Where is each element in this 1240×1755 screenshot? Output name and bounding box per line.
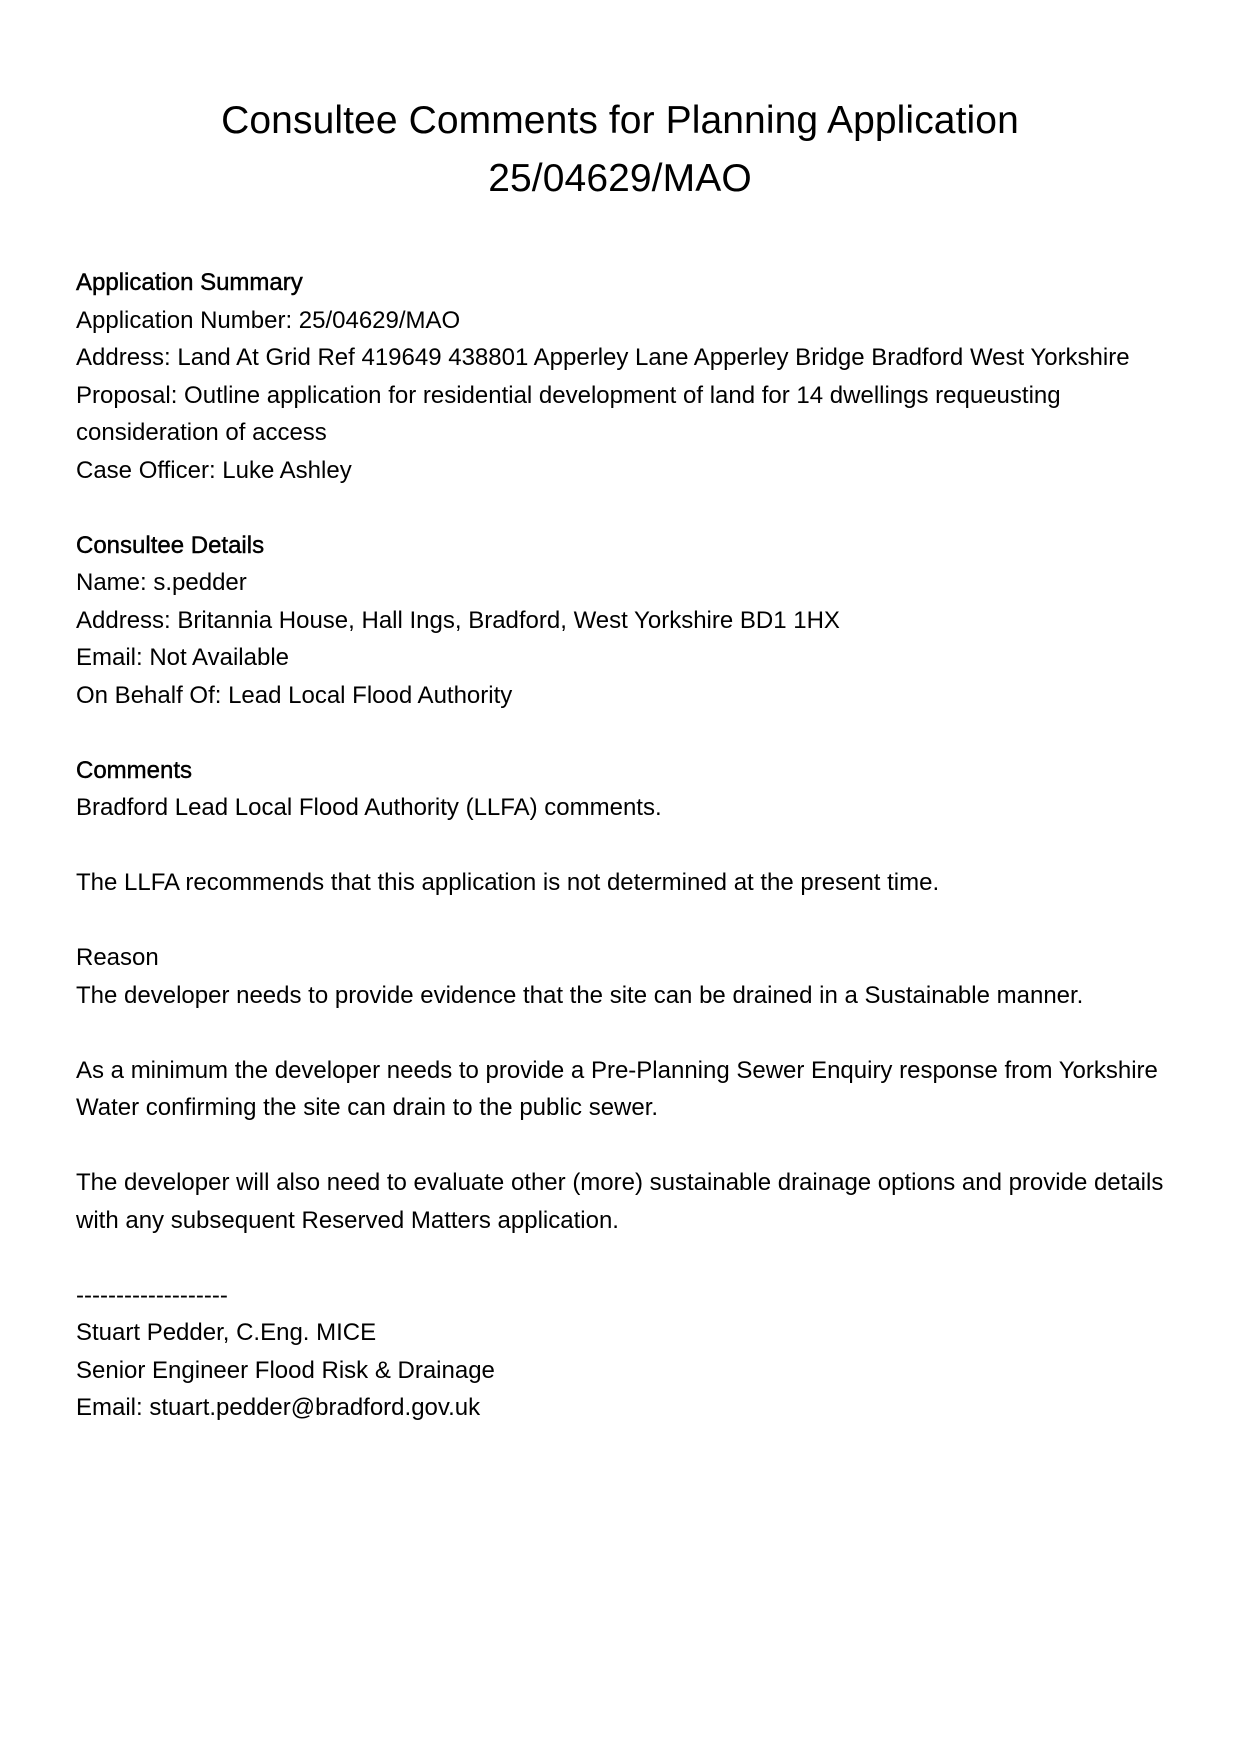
page-title-line-1: Consultee Comments for Planning Application xyxy=(221,99,1019,142)
comments-reason-text: The developer needs to provide evidence that the site can be drained in a Sustainable manner. xyxy=(76,981,1084,1009)
spacer xyxy=(76,827,1164,865)
application-summary-heading: Application Summary xyxy=(76,269,303,296)
consultee-details-heading: Consultee Details xyxy=(76,531,265,559)
signature-separator: ------------------- xyxy=(76,1281,228,1309)
page-title xyxy=(76,0,1164,208)
comments-section xyxy=(76,752,1164,1427)
application-number: Application Number: 25/04629/MAO xyxy=(76,306,461,334)
spacer xyxy=(76,1014,1164,1052)
spacer xyxy=(76,489,1164,527)
consultee-on-behalf-of: On Behalf Of: Lead Local Flood Authority xyxy=(76,681,513,709)
comments-evaluate-text: The developer will also need to evaluate other (more) sustainable drainage options and provide details with any subsequent Reserved Matters application. xyxy=(76,1169,1164,1234)
case-officer: Case Officer: Luke Ashley xyxy=(76,456,352,484)
comments-minimum-text: As a minimum the developer needs to provide a Pre-Planning Sewer Enquiry response from Yorkshire Water confirming the site can drain to the public sewer. xyxy=(76,1056,1158,1121)
application-proposal: Proposal: Outline application for residential development of land for 14 dwellings requeusting consideration of access xyxy=(76,381,1061,446)
signature-email: Email: stuart.pedder@bradford.gov.uk xyxy=(76,1394,481,1421)
consultee-name: Name: s.pedder xyxy=(76,569,247,596)
spacer xyxy=(76,1127,1164,1165)
spacer xyxy=(76,714,1164,752)
comments-reason-label: Reason xyxy=(76,944,159,971)
spacer xyxy=(76,902,1164,940)
consultee-address: Address: Britannia House, Hall Ings, Bradford, West Yorkshire BD1 1HX xyxy=(76,606,840,634)
comments-heading: Comments xyxy=(76,756,193,784)
consultee-email: Email: Not Available xyxy=(76,644,289,671)
comments-recommendation: The LLFA recommends that this application is not determined at the present time. xyxy=(76,869,940,896)
spacer xyxy=(76,1239,1164,1277)
signature-role: Senior Engineer Flood Risk & Drainage xyxy=(76,1356,495,1384)
signature-name: Stuart Pedder, C.Eng. MICE xyxy=(76,1319,377,1346)
comments-intro: Bradford Lead Local Flood Authority (LLFA) comments. xyxy=(76,794,662,821)
application-address: Address: Land At Grid Ref 419649 438801 Apperley Lane Apperley Bridge Bradford West Yorkshire xyxy=(76,344,1130,371)
consultee-details-section xyxy=(76,527,1164,715)
application-summary-section xyxy=(76,264,1164,489)
page-title-line-2: 25/04629/MAO xyxy=(488,157,752,200)
